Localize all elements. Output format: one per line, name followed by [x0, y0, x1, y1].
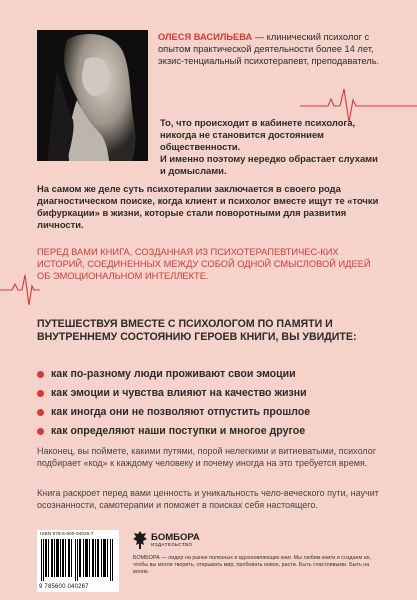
barcode-digits: 9 785600 040267: [39, 584, 89, 590]
intro-block: [160, 117, 380, 177]
list-item: как определяют наши поступки и многое другое: [37, 422, 397, 441]
bullet-dot-icon: [37, 409, 44, 416]
book-summary: ПЕРЕД ВАМИ КНИГА, СОЗДАННАЯ ИЗ ПСИХОТЕРАПЕВТИЧЕС-КИХ ИСТОРИЙ, СОЕДИНЕННЫХ МЕЖДУ СОБОЙ ОДНОЙ СМЫСЛОВОЙ ИДЕЕЙ ОБ ЭМОЦИОНАЛЬНОМ ИНТЕЛЛЕКТЕ.: [37, 247, 371, 282]
publisher-name: БОМБОРА: [151, 531, 200, 543]
publisher-logo: [133, 531, 383, 549]
list-item: как по-разному люди проживают свои эмоции: [37, 365, 397, 384]
intro-paragraph-1: То, что происходит в кабинете психолога, никогда не становится достоянием общественности.: [160, 117, 356, 153]
intro-paragraph-2: И именно поэтому нередко обрастает слухами и домыслами.: [160, 153, 378, 177]
travel-heading: ПУТЕШЕСТВУЯ ВМЕСТЕ С ПСИХОЛОГОМ ПО ПАМЯТИ И ВНУТРЕННЕМУ СОСТОЯНИЮ ГЕРОЕВ КНИГИ, ВЫ УВИДИТЕ:: [37, 318, 357, 344]
author-description: — клинический психолог с опытом практической деятельности более 14 лет, экзис-тенциальный психотерапевт, преподаватель.: [158, 32, 380, 67]
publisher-description: БОМБОРА — лидер на рынке полезных и вдохновляющих книг. Мы любим книги и создаем их, чтобы вы могли творить, открывать мир, пробовать новое, расти. Быть счастливыми. Быть на волне.: [133, 555, 371, 575]
barcode-bars-icon: [41, 539, 115, 581]
isbn-text: ISBN 978-5-600-04026-7: [40, 532, 94, 537]
conclusion-paragraph: Наконец, вы поймете, какими путями, порой нелегкими и витиеватыми, психолог подбирает «код» к каждому человеку и почему иногда на это требуется время.: [37, 446, 377, 468]
closing-paragraph: Книга раскроет перед вами ценность и уникальность чело-веческого пути, научит осознанности, самотерапии и поможет в поисках себя настоящего.: [37, 488, 379, 510]
publisher-block: [133, 531, 383, 576]
publisher-subtitle: ИЗДАТЕЛЬСТВО: [151, 542, 193, 548]
bullet-dot-icon: [37, 390, 44, 397]
main-paragraph: На самом же деле суть психотерапии заключается в своего рода диагностическом поиске, когда клиент и психолог вместе ищут те «точки бифуркации» в жизни, которые стали поворотными для развития личности.: [37, 183, 379, 231]
author-photo: [37, 30, 148, 161]
bullet-dot-icon: [37, 428, 44, 435]
bullet-list: [37, 365, 397, 441]
barcode: [37, 530, 119, 592]
list-item: как эмоции и чувства влияют на качество жизни: [37, 384, 397, 403]
author-bio: [158, 31, 394, 68]
heartbeat-line-left: [0, 272, 40, 308]
author-name: ОЛЕСЯ ВАСИЛЬЕВА: [158, 32, 253, 42]
list-item: как иногда они не позволяют отпустить прошлое: [37, 403, 397, 422]
bullet-dot-icon: [37, 371, 44, 378]
bombora-logo-icon: [133, 531, 147, 549]
